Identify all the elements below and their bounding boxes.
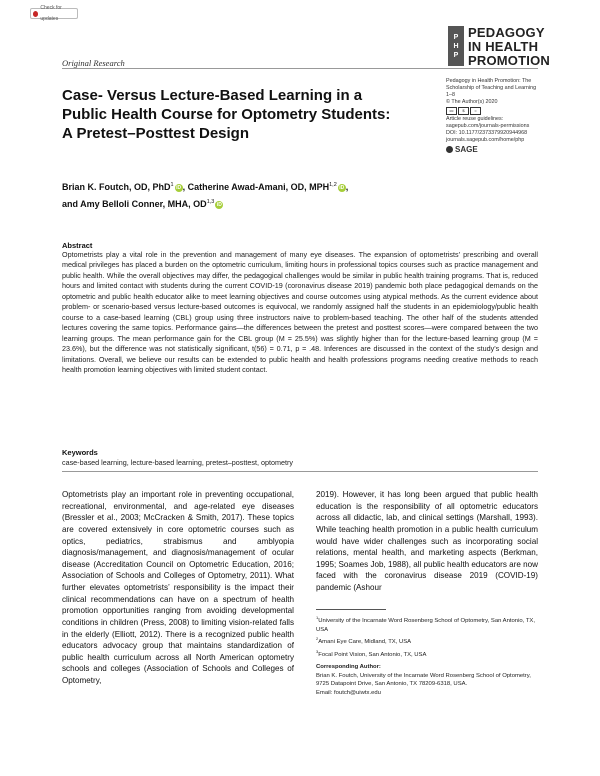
article-metadata bbox=[446, 78, 566, 153]
orcid-icon[interactable]: iD bbox=[176, 184, 182, 191]
updates-label: Check for updates bbox=[40, 4, 62, 22]
author-name: and Amy Belloli Conner, MHA, OD bbox=[62, 199, 207, 209]
meta-pages: 1–8 bbox=[446, 92, 455, 98]
sage-logo-icon bbox=[446, 146, 453, 153]
footnote-divider bbox=[316, 609, 386, 610]
author-name: Catherine Awad-Amani, OD, MPH bbox=[187, 182, 330, 192]
author-list: Brian K. Foutch, OD, PhD$^1$ iD , Catherine Awad-Amani, OD, MPH$^{1,2}$ iD , and Amy Belloli Conner, MHA, OD$^{1,3}$ iD bbox=[62, 182, 349, 209]
author-name: Brian K. Foutch, OD, PhD bbox=[62, 182, 171, 192]
affiliation-item: $^2$Amani Eye Care, Midland, TX, USA bbox=[316, 636, 412, 646]
creative-commons-icon: cc $ = bbox=[446, 107, 481, 115]
updates-icon bbox=[33, 11, 38, 17]
abstract-heading: Abstract bbox=[62, 241, 93, 250]
journal-brand-name: PEDAGOGY IN HEALTH PROMOTION bbox=[468, 25, 550, 68]
meta-reuse-heading: Article reuse guidelines: bbox=[446, 116, 504, 122]
meta-permissions-link[interactable]: sagepub.com/journals-permissions bbox=[446, 123, 530, 129]
affiliation-item: $^3$Focal Point Vision, San Antonio, TX, USA bbox=[316, 648, 427, 658]
keywords-heading: Keywords bbox=[62, 448, 98, 457]
meta-copyright: © The Author(s) 2020 bbox=[446, 99, 498, 105]
publisher-logo: SAGE bbox=[446, 146, 566, 153]
corresponding-author-heading: Corresponding Author: bbox=[316, 664, 381, 671]
journal-logo-icon: P H P bbox=[448, 26, 464, 66]
corresponding-author-email[interactable]: Email: foutch@uiwtx.edu bbox=[316, 690, 381, 697]
header-divider bbox=[62, 68, 538, 69]
meta-doi[interactable]: DOI: 10.1177/2373379920944968 bbox=[446, 130, 528, 136]
keywords-text: case-based learning, lecture-based learning, pretest–posttest, optometry bbox=[62, 458, 293, 467]
article-title: Case- Versus Lecture-Based Learning in a Public Health Course for Optometry Students: A Pretest–Posttest Design bbox=[62, 87, 391, 142]
abstract-text: Optometrists play a vital role in the prevention and management of many eye diseases. The expansion of optometrists’ prescribing and overall medical privileges has placed a burden on the optometric curriculum, limiting hours in professional topics courses such as practice management and public health. While the overall objectives may differ, the pedagogical challenges would be similar in public health training programs. That is, reduced hours and limited contact with students during the current COVID-19 (coronavirus disease 2019) pandemic both place pedagogical demands on the optometric and public health educator alike to meet learning objectives and course outcomes using atypical methods. As the current evidence about problem- or scenario-based versus lecture-based outcomes is equivocal, we randomly assigned half the students in an epidemiology/public health course to a case-based learning (CBL) group using three instructors naive to problem-based teaching. The other half of the students attended lectures covering the same topics. Performance gains—the differences between the pretest and posttest scores—were compared between the two learning groups. The mean performance gain for the CBL group (M = 25.5%) was slightly higher than for the lecture-based learning group (M = 23.6%), but the difference was not statistically significant, t(56) = 0.71, p = .48. Inferences are discussed in the context of the study’s design and limitations. Overall, we believe our results can be extended to public health and health professions programs needing creative methods to reach health promotion learning objectives with limited student contact. bbox=[62, 250, 538, 374]
orcid-icon[interactable]: iD bbox=[216, 201, 222, 208]
orcid-icon[interactable]: iD bbox=[339, 184, 345, 191]
meta-journal-url[interactable]: journals.sagepub.com/home/php bbox=[446, 137, 525, 143]
keywords-divider bbox=[62, 471, 538, 472]
journal-brand bbox=[448, 26, 550, 68]
check-for-updates-badge[interactable] bbox=[30, 4, 78, 22]
meta-journal-line: Pedagogy in Health Promotion: The bbox=[446, 78, 532, 84]
meta-journal-line: Scholarship of Teaching and Learning bbox=[446, 85, 537, 91]
body-column-left: Optometrists play an important role in preventing occupational, recreational, environmental, and age-related eye diseases (Bressler et al., 2003; McCracken & Smith, 2017). These topics are covered extensively in core optometric courses such as optics, pediatrics, strabismus and amblyopia diagnosis/management, and diagnosis/management of ocular disease (Accreditation Council on Optometric Education, 2016; Association of Schools and Colleges of Optometry, 2011). What further elevates optometrists’ responsibility is the impact their clinical recommendations can have on a spectrum of health promotion opportunities ranging from avoiding developmental conditions in children (Press, 2008) to limiting vision-related falls in the elderly (Elliott, 2012). There is a recognized public health educators advocacy group that maintains standardization of public health curriculum across all North American optometry schools and colleges (Association of Schools and Colleges of Optometry, bbox=[62, 490, 294, 685]
affiliations bbox=[316, 614, 538, 698]
section-label: Original Research bbox=[62, 58, 125, 68]
corresponding-author-address: Brian K. Foutch, University of the Incarnate Word Rosenberg School of Optometry, 9725 Datapoint Drive, San Antonio, TX 78209-6318, USA. bbox=[316, 672, 531, 688]
body-column-right: 2019). However, it has long been argued that public health education is the responsibility of all optometric educators across all didactic, lab, and clinical settings (Marshall, 1993). While teaching health promotion in a public health curriculum would have wider challenges such as incorporating social relations, mental health, and marketing aspects (Berkman, 1995; Soames Job, 1988), all public health educators are now faced with the coronavirus disease 2019 (COVID-19) pandemic (Ashour bbox=[316, 490, 538, 592]
affiliation-item: $^1$University of the Incarnate Word Rosenberg School of Optometry, San Antonio, TX, USA bbox=[316, 615, 535, 633]
